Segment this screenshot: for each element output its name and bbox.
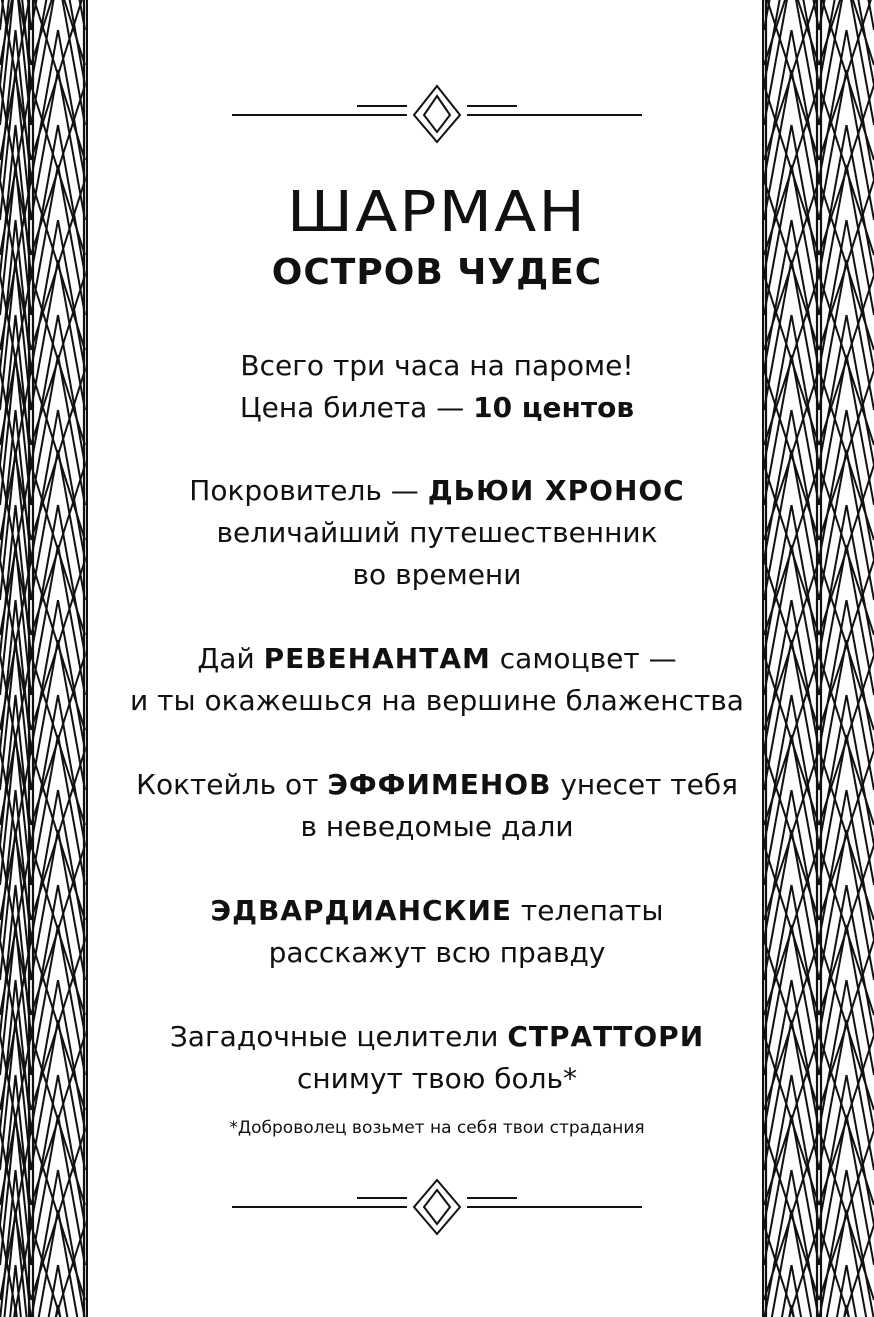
cocktail-description: в неведомые дали	[300, 810, 574, 843]
patron-section	[100, 470, 774, 596]
healers-section	[100, 1016, 774, 1100]
patron-description-2: во времени	[352, 558, 522, 591]
gem-prefix: Дай	[197, 642, 264, 675]
patron-description: величайший путешественник	[216, 516, 658, 549]
healers-name: СТРАТТОРИ	[507, 1020, 705, 1053]
patron-line	[100, 470, 774, 512]
poster-content	[100, 0, 774, 1317]
ferry-section	[100, 345, 774, 429]
patron-name: ДЬЮИ ХРОНОС	[427, 474, 685, 507]
telepaths-name: ЭДВАРДИАНСКИЕ	[210, 894, 513, 927]
price-line	[100, 387, 774, 429]
gem-name: РЕВЕНАНТАМ	[263, 642, 491, 675]
price-prefix: Цена билета —	[239, 391, 474, 424]
cocktail-line	[100, 764, 774, 806]
poster-subtitle: ОСТРОВ ЧУДЕС	[271, 252, 603, 293]
cocktail-section	[100, 764, 774, 848]
ferry-line: Всего три часа на пароме!	[240, 349, 634, 382]
gem-suffix: самоцвет —	[490, 642, 677, 675]
bottom-divider-ornament	[232, 1178, 642, 1238]
healers-prefix: Загадочные целители	[169, 1020, 508, 1053]
healers-description: снимут твою боль*	[296, 1062, 577, 1095]
cocktail-prefix: Коктейль от	[136, 768, 328, 801]
ticket-price: 10 центов	[473, 391, 635, 424]
telepaths-description: расскажут всю правду	[268, 936, 606, 969]
telepaths-suffix: телепаты	[512, 894, 664, 927]
top-divider-ornament	[232, 84, 642, 144]
telepaths-section	[100, 890, 774, 974]
healers-line	[100, 1016, 774, 1058]
cocktail-suffix: унесет тебя	[551, 768, 738, 801]
gem-line	[100, 638, 774, 680]
gem-description: и ты окажешься на вершине блаженства	[130, 684, 744, 717]
telepaths-line	[100, 890, 774, 932]
poster-title: ШАРМАН	[287, 180, 587, 245]
gem-section	[100, 638, 774, 722]
footnote: *Доброволец возьмет на себя твои страдания	[229, 1118, 645, 1138]
patron-prefix: Покровитель —	[189, 474, 428, 507]
cocktail-name: ЭФФИМЕНОВ	[327, 768, 552, 801]
